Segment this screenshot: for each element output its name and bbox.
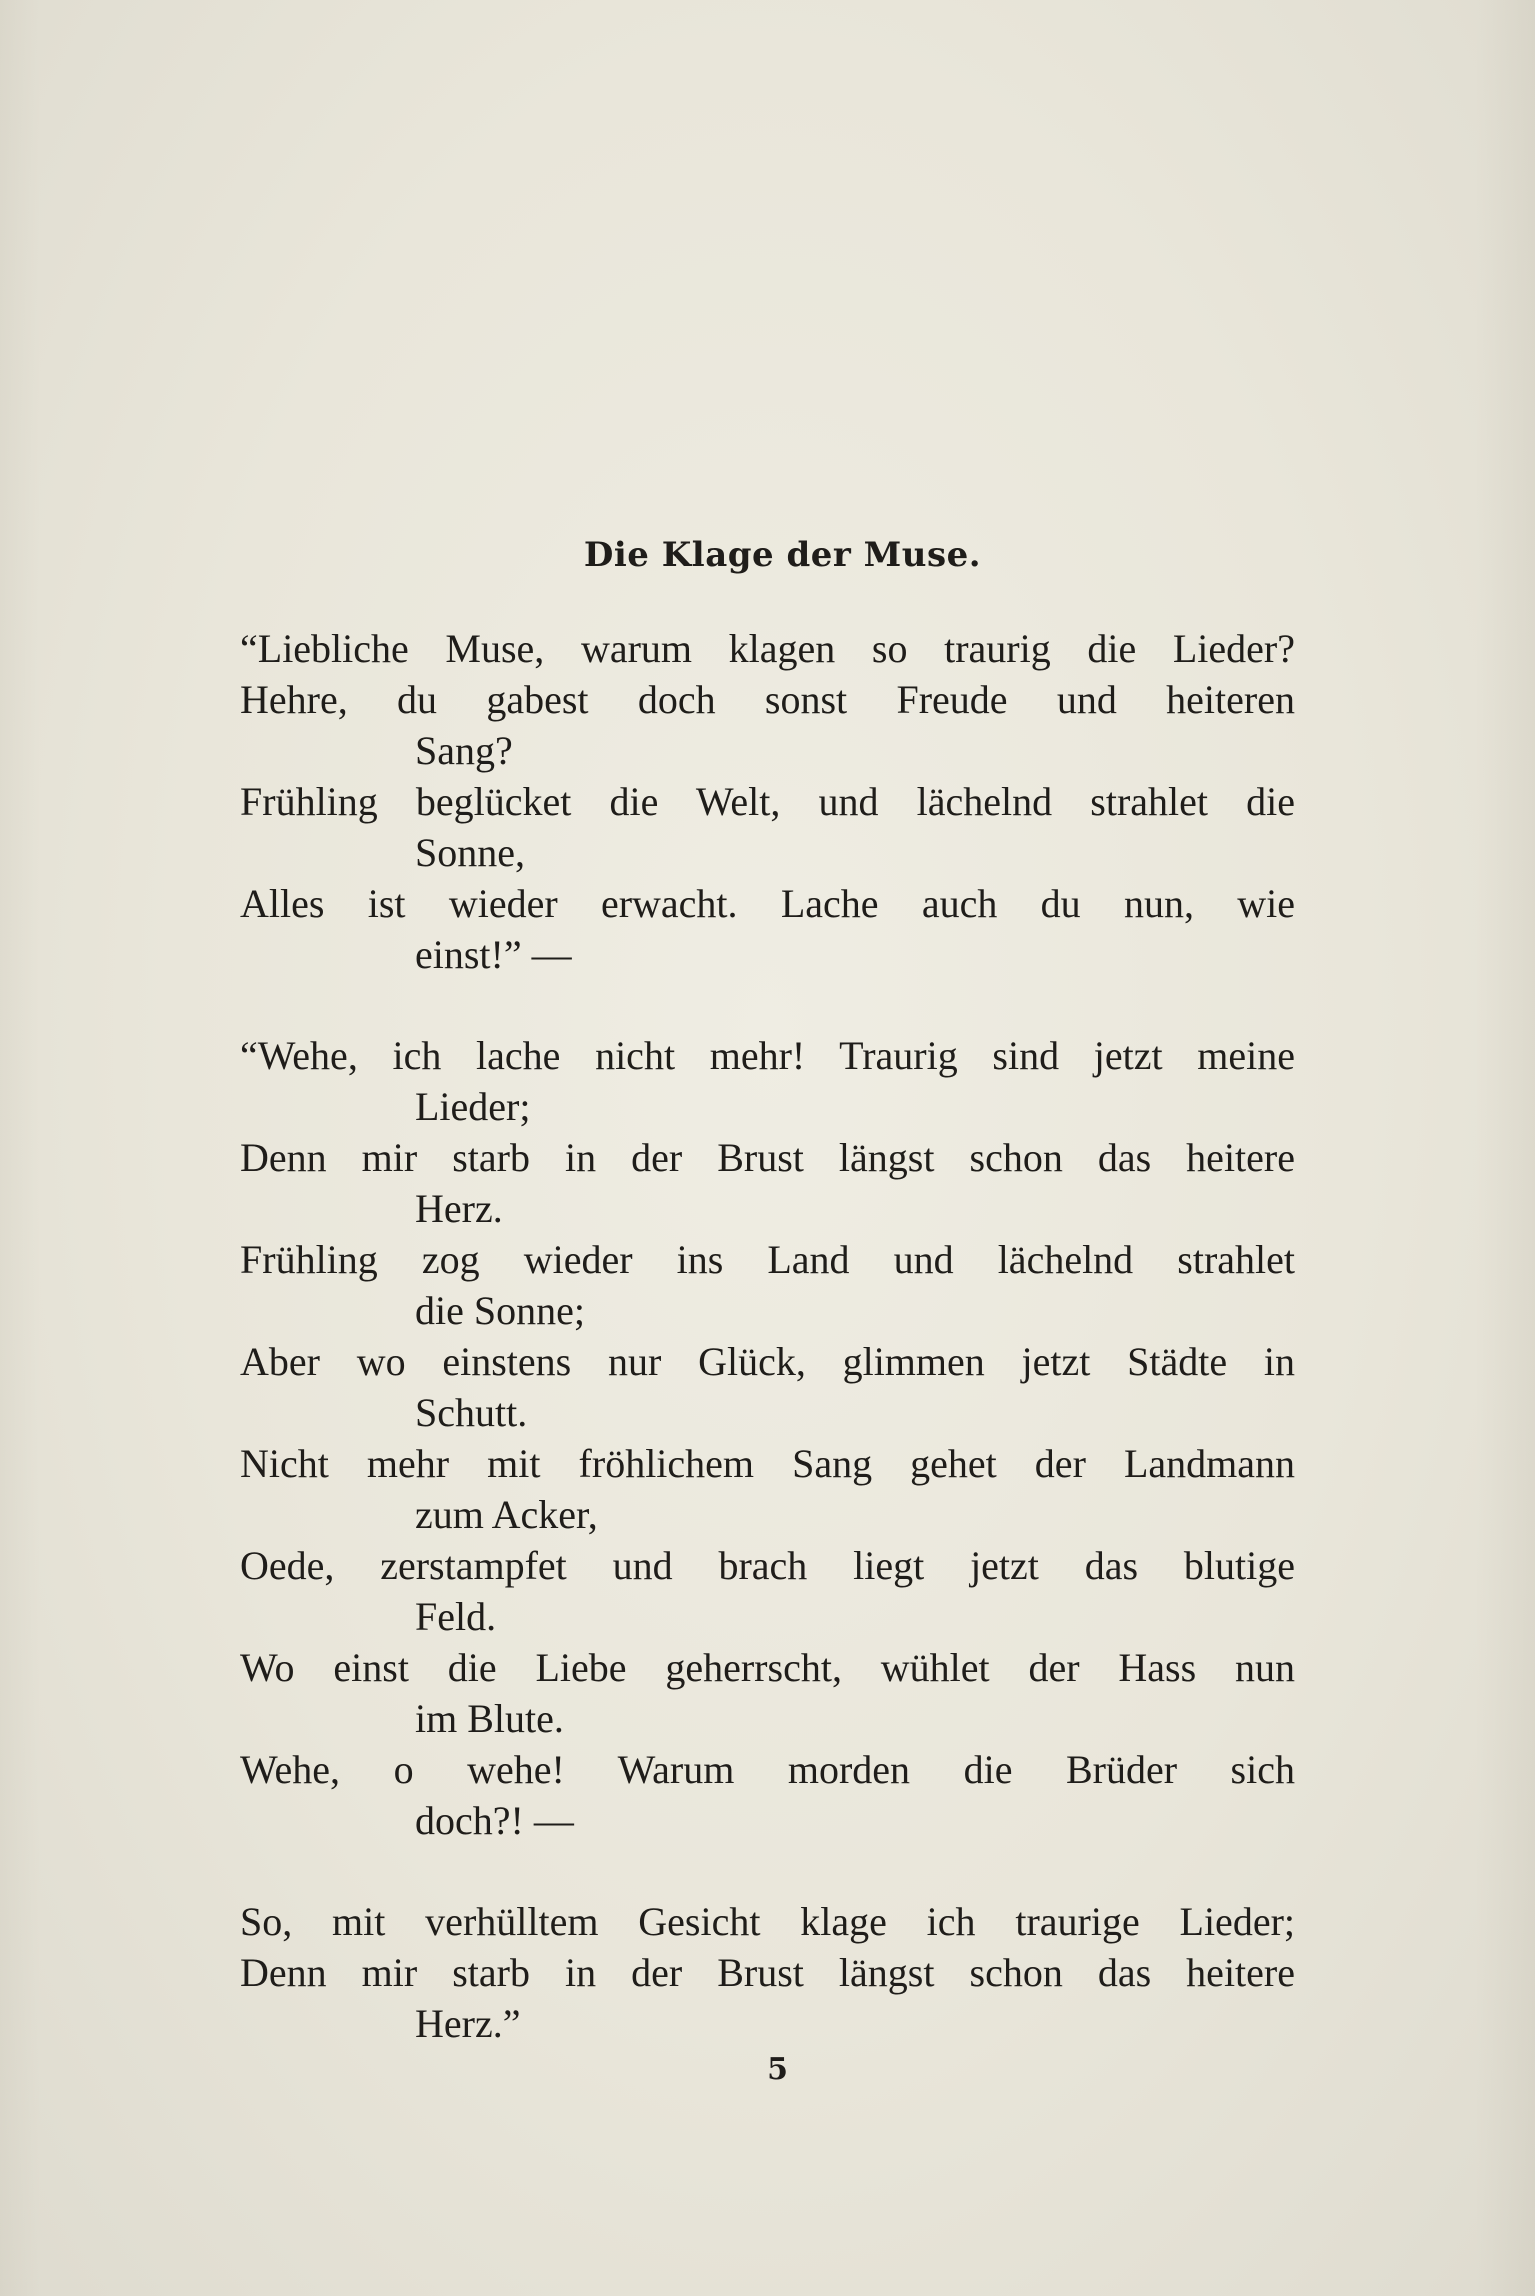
verse-line: “Wehe, ich lache nicht mehr! Traurig sind jetzt meine <box>240 1033 1295 1078</box>
page-edge-shadow-right <box>1475 0 1535 2296</box>
stanza-2 <box>240 1030 1295 1846</box>
verse-line: “Liebliche Muse, warum klagen so traurig die Lieder? <box>240 626 1295 671</box>
verse-line: Oede, zerstampfet und brach liegt jetzt das blutige <box>240 1543 1295 1588</box>
verse-line: Wo einst die Liebe geherrscht, wühlet der Hass nun <box>240 1645 1295 1690</box>
verse-line-continuation: Feld. <box>415 1594 497 1639</box>
page-edge-shadow-left <box>0 0 40 2296</box>
verse-line-continuation: Schutt. <box>415 1390 528 1435</box>
verse-line: Alles ist wieder erwacht. Lache auch du nun, wie <box>240 881 1295 926</box>
verse-line-continuation: Herz. <box>415 1186 503 1231</box>
verse-line: So, mit verhülltem Gesicht klage ich traurige Lieder; <box>240 1899 1295 1944</box>
poem-title: Die Klage der Muse. <box>583 535 982 575</box>
verse-line-continuation: einst!” — <box>415 932 572 977</box>
verse-line-continuation: Herz.” <box>415 2001 521 2046</box>
verse-line-continuation: Sang? <box>415 728 513 773</box>
poem <box>240 535 1295 2049</box>
verse-line: Aber wo einstens nur Glück, glimmen jetzt Städte in <box>240 1339 1295 1384</box>
verse-line: Denn mir starb in der Brust längst schon das heitere <box>240 1135 1295 1180</box>
page-number: 5 <box>767 2052 788 2087</box>
verse-line-continuation: doch?! — <box>415 1798 574 1843</box>
verse-line: Frühling zog wieder ins Land und lächelnd strahlet <box>240 1237 1295 1282</box>
verse-line: Frühling beglücket die Welt, und lächelnd strahlet die <box>240 779 1295 824</box>
stanza-1 <box>240 623 1295 980</box>
verse-line-continuation: Sonne, <box>415 830 525 875</box>
verse-line-continuation: Lieder; <box>415 1084 531 1129</box>
verse-line-continuation: die Sonne; <box>415 1288 585 1333</box>
verse-line-continuation: zum Acker, <box>415 1492 598 1537</box>
stanza-3 <box>240 1896 1295 2049</box>
verse-line: Wehe, o wehe! Warum morden die Brüder sich <box>240 1747 1295 1792</box>
verse-line: Nicht mehr mit fröhlichem Sang gehet der Landmann <box>240 1441 1295 1486</box>
verse-line: Denn mir starb in der Brust längst schon das heitere <box>240 1950 1295 1995</box>
verse-line-continuation: im Blute. <box>415 1696 564 1741</box>
verse-line: Hehre, du gabest doch sonst Freude und heiteren <box>240 677 1295 722</box>
